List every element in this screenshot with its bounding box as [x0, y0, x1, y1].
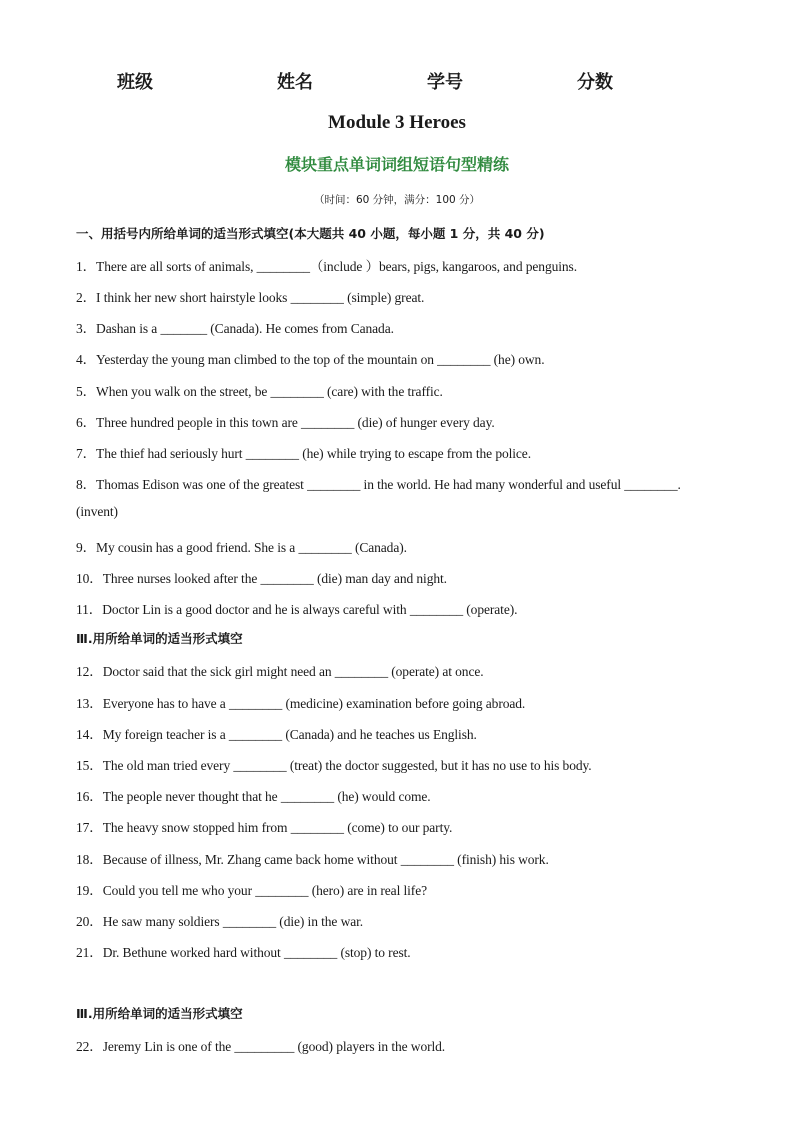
section-heading-2: Ⅲ.用所给单词的适当形式填空 [76, 631, 243, 646]
question-1: 1．There are all sorts of animals, ________（include ）bears, pigs, kangaroos, and penguins. [76, 259, 577, 274]
score-label: 分数 [577, 72, 613, 93]
question-4: 4．Yesterday the young man climbed to the top of the mountain on ________ (he) own. [76, 352, 545, 367]
question-14: 14．My foreign teacher is a ________ (Canada) and he teaches us English. [76, 727, 477, 742]
page-title: Module 3 Heroes [328, 112, 466, 133]
question-7: 7．The thief had seriously hurt ________ (he) while trying to escape from the police. [76, 446, 531, 461]
question-19: 19．Could you tell me who your ________ (hero) are in real life? [76, 883, 427, 898]
section-heading-1: 一、用括号内所给单词的适当形式填空(本大题共 40 小题，每小题 1 分，共 40 分) [76, 226, 545, 241]
name-label: 姓名 [277, 72, 313, 93]
class-label: 班级 [117, 72, 153, 93]
question-22: 22．Jeremy Lin is one of the _________ (good) players in the world. [76, 1039, 446, 1054]
time-note: （时间：60 分钟，满分：100 分） [313, 194, 481, 206]
page-subtitle: 模块重点单词词组短语句型精练 [284, 155, 509, 174]
question-16: 16．The people never thought that he ________ (he) would come. [76, 789, 431, 804]
question-17: 17．The heavy snow stopped him from ________ (come) to our party. [76, 820, 453, 835]
question-13: 13．Everyone has to have a ________ (medicine) examination before going abroad. [76, 696, 526, 711]
question-8-hint: (invent) [76, 504, 118, 519]
question-21: 21．Dr. Bethune worked hard without ________ (stop) to rest. [76, 945, 411, 960]
question-2: 2．I think her new short hairstyle looks ________ (simple) great. [76, 290, 425, 305]
question-8: 8．Thomas Edison was one of the greatest ________ in the world. He had many wonderful and useful ________. [76, 477, 681, 492]
student-info-header [0, 68, 794, 96]
question-9: 9．My cousin has a good friend. She is a ________ (Canada). [76, 540, 407, 555]
question-5: 5．When you walk on the street, be ________ (care) with the traffic. [76, 384, 443, 399]
question-20: 20．He saw many soldiers ________ (die) in the war. [76, 914, 364, 929]
question-11: 11．Doctor Lin is a good doctor and he is always careful with ________ (operate). [76, 602, 518, 617]
student-number-label: 学号 [427, 72, 463, 93]
question-15: 15．The old man tried every ________ (treat) the doctor suggested, but it has no use to his body. [76, 758, 592, 773]
section-heading-3: Ⅲ.用所给单词的适当形式填空 [76, 1006, 243, 1021]
question-18: 18．Because of illness, Mr. Zhang came back home without ________ (finish) his work. [76, 852, 549, 867]
question-3: 3．Dashan is a _______ (Canada). He comes from Canada. [76, 321, 394, 336]
question-12: 12．Doctor said that the sick girl might need an ________ (operate) at once. [76, 664, 484, 679]
question-10: 10．Three nurses looked after the ________ (die) man day and night. [76, 571, 447, 586]
question-6: 6．Three hundred people in this town are ________ (die) of hunger every day. [76, 415, 495, 430]
